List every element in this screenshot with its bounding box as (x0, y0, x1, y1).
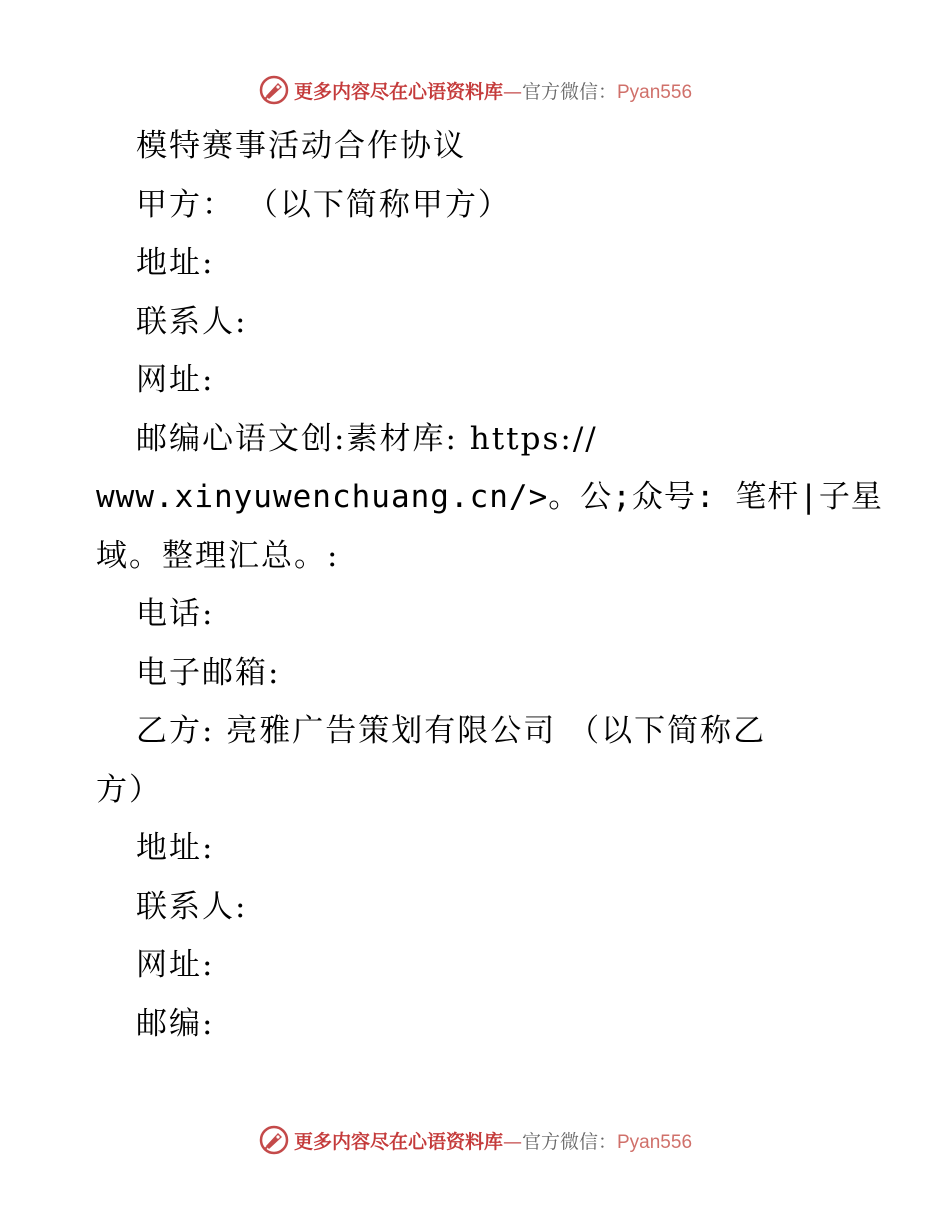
party-b-postcode: 邮编: (136, 1005, 215, 1042)
header-watermark (0, 70, 950, 110)
party-a-postcode-line3: 域。整理汇总。: (96, 537, 340, 574)
party-a-phone: 电话: (136, 596, 215, 632)
pen-nib-logo-icon (258, 1124, 290, 1156)
watermark-official-label: 官方微信： (521, 1130, 617, 1153)
watermark-official-label: 官方微信： (521, 80, 617, 103)
party-b-line1: 乙方: 亮雅广告策划有限公司 （以下简称乙 (136, 713, 767, 749)
party-a-postcode-line1: 邮编心语文创:素材库: https:// (136, 420, 598, 457)
party-b-website: 网址: (136, 947, 215, 983)
party-a-email: 电子邮箱: (136, 654, 281, 691)
party-b-contact: 联系人: (136, 888, 248, 925)
watermark-wechat-id: Pyan556 (617, 81, 693, 103)
party-a-line: 甲方： （以下简称甲方） (136, 186, 511, 223)
watermark-text (294, 77, 692, 104)
pen-nib-logo-icon (258, 74, 290, 106)
watermark-text (294, 1127, 692, 1154)
footer-watermark (0, 1120, 950, 1160)
document-title: 模特赛事活动合作协议 (136, 128, 466, 164)
party-b-line2: 方） (96, 771, 162, 808)
watermark-brand: 更多内容尽在心语资料库 (293, 1130, 503, 1153)
party-a-postcode-line2: www.xinyuwenchuang.cn/>。公;众号: 笔杆|子星 (96, 479, 883, 515)
party-b-address: 地址: (136, 830, 215, 866)
party-a-contact: 联系人: (136, 303, 248, 340)
watermark-brand: 更多内容尽在心语资料库 (293, 80, 503, 103)
document-body (96, 117, 883, 1053)
party-a-website: 网址: (136, 362, 215, 398)
watermark-dash: — (502, 80, 522, 103)
watermark-wechat-id: Pyan556 (617, 1131, 693, 1153)
watermark-dash: — (502, 1130, 522, 1153)
party-a-address: 地址: (136, 245, 215, 281)
